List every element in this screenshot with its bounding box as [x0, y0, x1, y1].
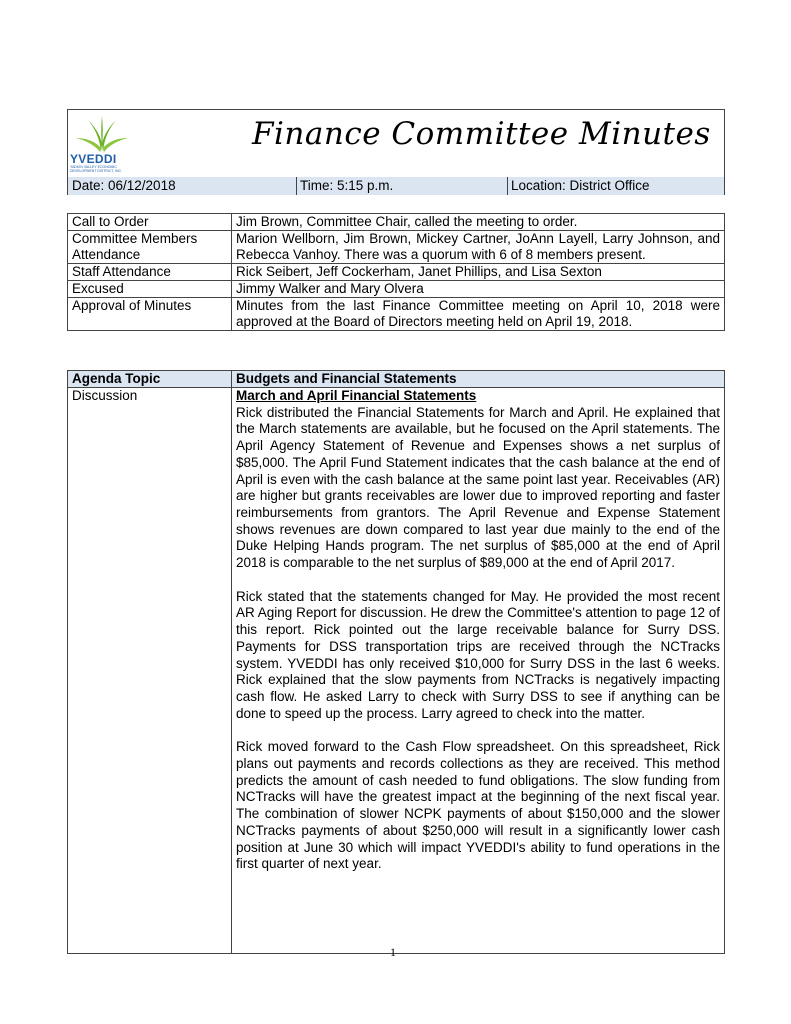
discussion-paragraph: Rick stated that the statements changed for May. He provided the most recent AR Aging Report for discussion. He drew the Committee's attention to page 12 of this report. Rick pointed out the large receivable balance for Surry DSS. Payments for DSS transportation trips are received through the NCTracks system. YVEDDI has only received $10,000 for Surry DSS in the last 6 weeks. Rick explained that the slow payments from NCTracks is negatively impacting cash flow. He asked Larry to check with Surry DSS to see if anything can be done to speed up the process. Larry agreed to check into the matter.: [236, 588, 720, 721]
discussion-subheading: March and April Financial Statements: [236, 388, 477, 403]
row-value: Marion Wellborn, Jim Brown, Mickey Cartner, JoAnn Layell, Larry Johnson, and Rebecca Vanhoy. There was a quorum with 6 of 8 members present.: [232, 231, 725, 264]
meeting-date: Date: 06/12/2018: [72, 178, 176, 193]
meeting-location: Location: District Office: [511, 178, 650, 193]
agenda-topic-value: Budgets and Financial Statements: [232, 371, 725, 388]
table-row: [68, 264, 725, 281]
row-label: Excused: [68, 281, 232, 298]
row-label: Approval of Minutes: [68, 298, 232, 331]
discussion-content: [232, 388, 725, 954]
row-value: Jim Brown, Committee Chair, called the meeting to order.: [232, 214, 725, 231]
page-title: Finance Committee Minutes: [252, 116, 711, 152]
page-number: 1: [390, 945, 396, 959]
agenda-table: [67, 370, 725, 954]
row-value: Jimmy Walker and Mary Olvera: [232, 281, 725, 298]
row-label: Committee Members Attendance: [68, 231, 232, 264]
table-row: [68, 388, 725, 954]
agenda-topic-label: Agenda Topic: [68, 371, 232, 388]
table-row: [68, 214, 725, 231]
header-title-area: [68, 110, 724, 178]
yveddi-logo: [70, 112, 134, 174]
logo-wordmark: YVEDDI: [70, 152, 117, 166]
table-row: [68, 231, 725, 264]
logo-subtext: YADKIN VALLEY ECONOMIC DEVELOPMENT DISTRICT, INC.: [70, 165, 123, 173]
discussion-paragraph: Rick moved forward to the Cash Flow spreadsheet. On this spreadsheet, Rick plans out payments and records collections as they are received. This method predicts the amount of cash needed to fund obligations. The slow funding from NCTracks will have the greatest impact at the beginning of the next fiscal year. The combination of slower NCPK payments of about $150,000 and the slower NCTracks payments of about $250,000 will result in a significantly lower cash position at June 30 which will impact YVEDDI's ability to fund operations in the first quarter of next year.: [236, 739, 720, 872]
table-row: [68, 281, 725, 298]
meeting-time: Time: 5:15 p.m.: [300, 178, 394, 193]
meeting-info-bar: [68, 177, 724, 195]
discussion-label: Discussion: [68, 388, 232, 954]
row-value: Rick Seibert, Jeff Cockerham, Janet Phillips, and Lisa Sexton: [232, 264, 725, 281]
attendance-table: [67, 213, 725, 331]
row-label: Staff Attendance: [68, 264, 232, 281]
sprout-icon: [70, 112, 134, 154]
row-value: Minutes from the last Finance Committee meeting on April 10, 2018 were approved at the Board of Directors meeting held on April 19, 2018.: [232, 298, 725, 331]
table-row: [68, 371, 725, 388]
discussion-paragraph: Rick distributed the Financial Statements for March and April. He explained that the March statements are available, but he focused on the April statements. The April Agency Statement of Revenue and Expenses shows a net surplus of $85,000. The April Fund Statement indicates that the cash balance at the end of April is even with the cash balance at the same point last year. Receivables (AR) are higher but grants receivables are lower due to improved reporting and faster reimbursements from grantors. The April Revenue and Expense Statement shows revenues are down compared to last year due mainly to the end of the Duke Helping Hands program. The net surplus of $85,000 at the end of April 2018 is comparable to the net surplus of $89,000 at the end of April 2017.: [236, 404, 720, 571]
document-header: [67, 109, 725, 195]
table-row: [68, 298, 725, 331]
row-label: Call to Order: [68, 214, 232, 231]
